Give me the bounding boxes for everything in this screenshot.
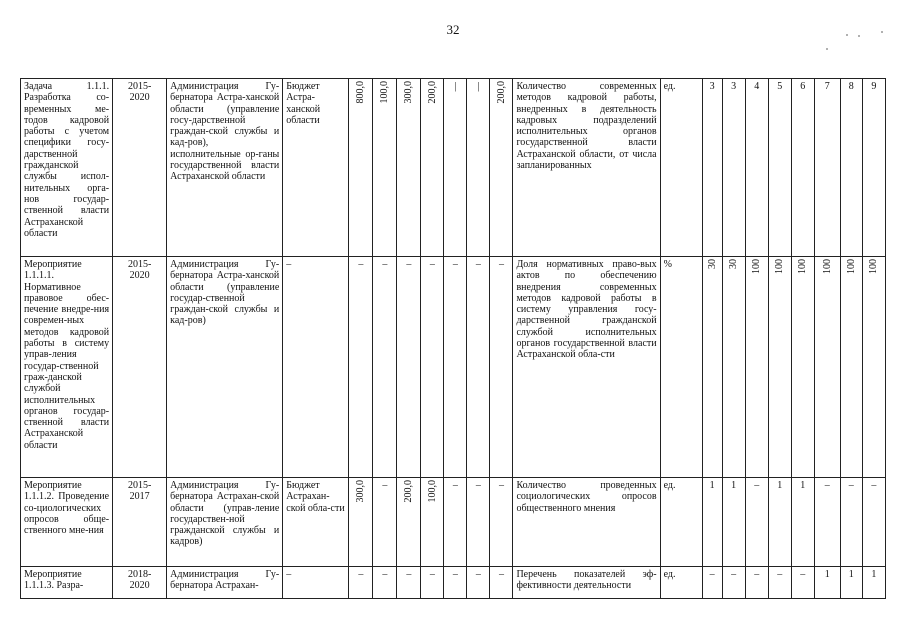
indicator-value-cell-text: – xyxy=(871,480,877,491)
finance-cell-text: – xyxy=(406,259,412,270)
indicator-value-cell xyxy=(840,257,862,478)
indicator-value-cell-text: 1 xyxy=(777,480,783,491)
indicator-value-cell xyxy=(768,79,791,257)
indicator-value-cell-text: – xyxy=(731,569,737,580)
finance-cell-text: 300,0 xyxy=(403,81,415,104)
unit-cell xyxy=(660,257,702,478)
finance-cell xyxy=(467,79,490,257)
finance-cell-text: – xyxy=(429,569,435,580)
indicator-value-cell-text: 1 xyxy=(800,480,806,491)
indicator-value-cell xyxy=(768,567,791,599)
task-name-cell-text: Мероприятие 1.1.1.1. Нормативное правовое обес-печение внедре-ния современ-ных методов кадровой работы в систему управ-ления государ-ственной граж-данской службой исполнительных органов государ-ственной власти Астраханской области xyxy=(24,259,110,451)
finance-cell-text: – xyxy=(382,569,388,580)
indicator-cell-text: Количество современных методов кадровой работы, внедренных в деятельность кадровых подразделений исполнительных органов государственной власти Астраханской области, от числа запланированных xyxy=(516,81,657,172)
indicator-value-cell-text: 100 xyxy=(868,259,880,274)
finance-cell-text: – xyxy=(429,259,435,270)
indicator-value-cell xyxy=(791,567,814,599)
task-name-cell-text: Мероприятие 1.1.1.2. Проведение со-циологических опросов обще-ственного мне-ния xyxy=(24,480,110,537)
finance-cell-text: 300,0 xyxy=(355,480,367,503)
page-number: 32 xyxy=(446,22,460,37)
indicator-value-cell xyxy=(745,478,768,567)
indicator-value-cell xyxy=(722,257,745,478)
period-cell-text: 2015- 2020 xyxy=(127,259,152,282)
indicator-value-cell-text: 6 xyxy=(800,81,806,92)
period-cell xyxy=(113,257,167,478)
finance-cell-text: – xyxy=(498,480,504,491)
indicator-value-cell-text: 3 xyxy=(709,81,715,92)
finance-cell-text: – xyxy=(406,569,412,580)
finance-cell xyxy=(421,478,444,567)
finance-cell-text: – xyxy=(475,569,481,580)
indicator-value-cell-text: 100 xyxy=(821,259,833,274)
indicator-value-cell xyxy=(768,478,791,567)
period-cell-text: 2018- 2020 xyxy=(127,569,152,592)
program-table xyxy=(20,78,886,599)
indicator-value-cell xyxy=(862,478,885,567)
executor-cell-text: Администрация Гу-бернатора Астрахан- xyxy=(170,569,280,592)
finance-cell xyxy=(373,567,397,599)
indicator-value-cell xyxy=(702,79,722,257)
finance-cell xyxy=(490,79,513,257)
indicator-value-cell-text: – xyxy=(754,480,760,491)
task-name-cell xyxy=(21,257,113,478)
finance-cell-text: | xyxy=(454,81,457,92)
funding-source-cell xyxy=(283,567,349,599)
indicator-value-cell-text: 100 xyxy=(751,259,763,274)
finance-cell-text: – xyxy=(475,480,481,491)
indicator-value-cell-text: 9 xyxy=(871,81,877,92)
finance-cell-text: – xyxy=(498,569,504,580)
indicator-cell xyxy=(513,567,660,599)
task-name-cell-text: Задача 1.1.1. Разработка со-временных ме-тодов кадровой работы с учетом специфики госу-дарственной гражданской службы испол-нительных орга-нов государ-ственной власти Астраханской области xyxy=(24,81,110,239)
table-row xyxy=(21,567,886,599)
table-row xyxy=(21,257,886,478)
indicator-value-cell-text: 30 xyxy=(728,259,740,269)
funding-source-cell-text: – xyxy=(286,569,292,580)
indicator-value-cell xyxy=(702,567,722,599)
finance-cell xyxy=(444,257,467,478)
indicator-value-cell-text: – xyxy=(824,480,830,491)
indicator-value-cell xyxy=(791,478,814,567)
finance-cell-text: – xyxy=(475,259,481,270)
indicator-value-cell-text: 3 xyxy=(731,81,737,92)
finance-cell-text: 200,0 xyxy=(495,81,507,104)
indicator-value-cell-text: 1 xyxy=(731,480,737,491)
indicator-value-cell-text: 1 xyxy=(848,569,854,580)
indicator-value-cell-text: 100 xyxy=(774,259,786,274)
finance-cell xyxy=(397,79,421,257)
executor-cell-text: Администрация Гу-бернатора Астра-ханской области (управление государ-ственной граждан-ской службы и кад-ров) xyxy=(170,259,280,327)
unit-cell-text: % xyxy=(663,259,672,270)
indicator-value-cell-text: 1 xyxy=(824,569,830,580)
indicator-cell xyxy=(513,257,660,478)
indicator-value-cell xyxy=(722,79,745,257)
indicator-value-cell xyxy=(745,79,768,257)
finance-cell xyxy=(444,79,467,257)
indicator-value-cell-text: – xyxy=(800,569,806,580)
finance-cell xyxy=(444,478,467,567)
indicator-value-cell xyxy=(814,79,840,257)
finance-cell-text: – xyxy=(358,569,364,580)
task-name-cell-text: Мероприятие 1.1.1.3. Разра- xyxy=(24,569,84,592)
task-name-cell xyxy=(21,567,113,599)
indicator-value-cell-text: 5 xyxy=(777,81,783,92)
indicator-value-cell xyxy=(862,257,885,478)
finance-cell-text: – xyxy=(358,259,364,270)
finance-cell-text: – xyxy=(498,259,504,270)
executor-cell xyxy=(167,567,283,599)
finance-cell-text: 200,0 xyxy=(426,81,438,104)
finance-cell xyxy=(421,567,444,599)
finance-cell xyxy=(349,79,373,257)
executor-cell xyxy=(167,478,283,567)
period-cell-text: 2015- 2020 xyxy=(127,81,152,104)
executor-cell xyxy=(167,79,283,257)
indicator-value-cell-text: – xyxy=(848,480,854,491)
finance-cell xyxy=(397,478,421,567)
table-body xyxy=(21,79,886,599)
funding-source-cell-text: Бюджет Астрахан-ской обла-сти xyxy=(286,480,345,514)
indicator-value-cell-text: – xyxy=(709,569,715,580)
indicator-value-cell xyxy=(840,567,862,599)
finance-cell xyxy=(397,257,421,478)
indicator-value-cell xyxy=(814,478,840,567)
indicator-value-cell xyxy=(814,567,840,599)
unit-cell xyxy=(660,478,702,567)
finance-cell-text: 200,0 xyxy=(403,480,415,503)
finance-cell-text: – xyxy=(382,259,388,270)
indicator-value-cell xyxy=(862,567,885,599)
finance-cell xyxy=(349,257,373,478)
unit-cell-text: ед. xyxy=(663,81,676,92)
finance-cell-text: – xyxy=(452,569,458,580)
unit-cell-text: ед. xyxy=(663,480,676,491)
indicator-value-cell xyxy=(745,567,768,599)
indicator-value-cell xyxy=(791,257,814,478)
task-name-cell xyxy=(21,478,113,567)
indicator-value-cell xyxy=(840,79,862,257)
indicator-value-cell xyxy=(840,478,862,567)
indicator-cell-text: Доля нормативных право-вых актов по обеспечению внедрения современных методов кадровой работы в систему управления госу-дарственной гражданской службой исполнительных органов государственной власти Астраханской обла-сти xyxy=(516,259,657,361)
indicator-value-cell xyxy=(722,567,745,599)
indicator-value-cell-text: 100 xyxy=(845,259,857,274)
executor-cell-text: Администрация Гу-бернатора Астрахан-ской области (управ-ление государствен-ной гражданской службы и кадров) xyxy=(170,480,280,548)
finance-cell xyxy=(467,478,490,567)
indicator-value-cell-text: 1 xyxy=(709,480,715,491)
indicator-value-cell xyxy=(702,257,722,478)
indicator-cell xyxy=(513,478,660,567)
finance-cell-text: – xyxy=(452,480,458,491)
indicator-value-cell-text: 1 xyxy=(871,569,877,580)
finance-cell xyxy=(467,257,490,478)
period-cell xyxy=(113,478,167,567)
finance-cell xyxy=(421,79,444,257)
indicator-cell-text: Перечень показателей эф-фективности деятельности xyxy=(516,569,657,592)
executor-cell-text: Администрация Гу-бернатора Астра-ханской области (управление госу-дарственной граждан-ской службы и кад-ров), исполнительные ор-ганы государственной власти Астраханской области xyxy=(170,81,280,183)
indicator-cell xyxy=(513,79,660,257)
funding-source-cell xyxy=(283,257,349,478)
finance-cell-text: – xyxy=(382,480,388,491)
finance-cell xyxy=(397,567,421,599)
indicator-value-cell xyxy=(814,257,840,478)
funding-source-cell xyxy=(283,79,349,257)
unit-cell-text: ед. xyxy=(663,569,676,580)
funding-source-cell-text: – xyxy=(286,259,292,270)
indicator-value-cell xyxy=(768,257,791,478)
finance-cell xyxy=(373,79,397,257)
finance-cell xyxy=(421,257,444,478)
unit-cell xyxy=(660,567,702,599)
finance-cell xyxy=(444,567,467,599)
unit-cell xyxy=(660,79,702,257)
finance-cell-text: 100,0 xyxy=(426,480,438,503)
finance-cell xyxy=(373,478,397,567)
indicator-value-cell xyxy=(791,79,814,257)
indicator-value-cell xyxy=(862,79,885,257)
finance-cell-text: – xyxy=(452,259,458,270)
funding-source-cell-text: Бюджет Астра-ханской области xyxy=(286,81,321,126)
indicator-value-cell xyxy=(702,478,722,567)
table-row xyxy=(21,478,886,567)
period-cell xyxy=(113,79,167,257)
finance-cell xyxy=(349,567,373,599)
indicator-value-cell-text: 30 xyxy=(706,259,718,269)
indicator-value-cell xyxy=(722,478,745,567)
indicator-value-cell-text: 8 xyxy=(848,81,854,92)
finance-cell xyxy=(490,567,513,599)
finance-cell xyxy=(490,478,513,567)
indicator-value-cell-text: 4 xyxy=(754,81,760,92)
finance-cell-text: 100,0 xyxy=(379,81,391,104)
indicator-cell-text: Количество проведенных социологических опросов общественного мнения xyxy=(516,480,657,514)
finance-cell xyxy=(373,257,397,478)
funding-source-cell xyxy=(283,478,349,567)
indicator-value-cell-text: 7 xyxy=(824,81,830,92)
table-row xyxy=(21,79,886,257)
period-cell xyxy=(113,567,167,599)
executor-cell xyxy=(167,257,283,478)
period-cell-text: 2015- 2017 xyxy=(127,480,152,503)
indicator-value-cell-text: – xyxy=(754,569,760,580)
finance-cell xyxy=(467,567,490,599)
indicator-value-cell xyxy=(745,257,768,478)
indicator-value-cell-text: 100 xyxy=(797,259,809,274)
finance-cell-text: 800,0 xyxy=(355,81,367,104)
finance-cell xyxy=(349,478,373,567)
indicator-value-cell-text: – xyxy=(777,569,783,580)
finance-cell-text: | xyxy=(477,81,480,92)
finance-cell xyxy=(490,257,513,478)
task-name-cell xyxy=(21,79,113,257)
